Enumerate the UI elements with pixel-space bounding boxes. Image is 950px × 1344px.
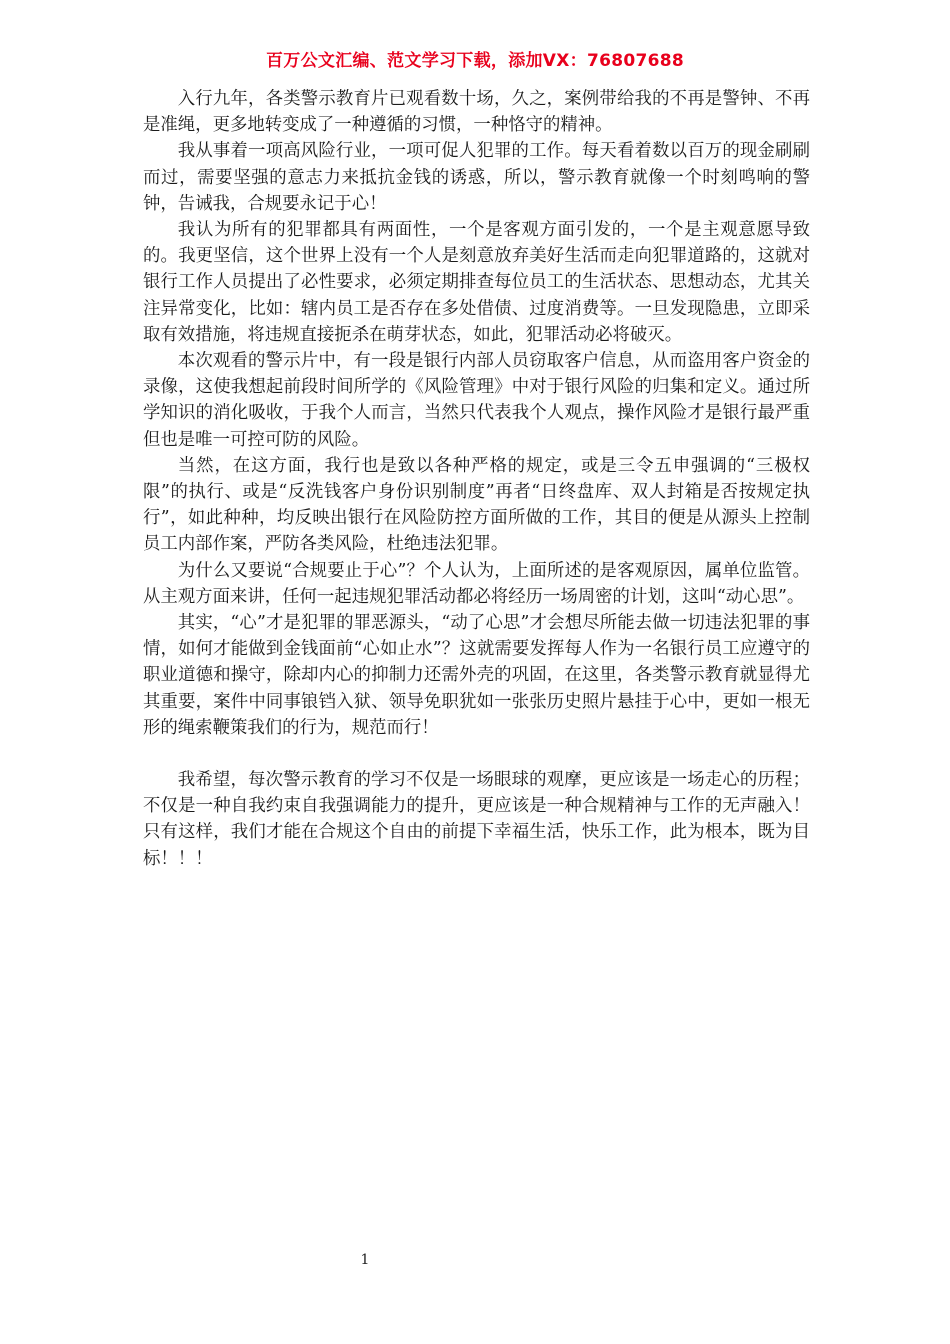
paragraph: 其实，“心”才是犯罪的罪恶源头，“动了心思”才会想尽所能去做一切违法犯罪的事情，如何才能做到金钱面前“心如止水”？这就需要发挥每人作为一名银行员工应遵守的职业道德和操守，除却内心的抑制力还需外壳的巩固，在这里，各类警示教育就显得尤其重要，案件中同事锒铛入狱、领导免职犹如一张张历史照片悬挂于心中，更如一根无形的绳索鞭策我们的行为，规范而行！ [143, 613, 810, 738]
paragraph: 入行九年，各类警示教育片已观看数十场，久之，案例带给我的不再是警钟、不再是准绳，更多地转变成了一种遵循的习惯，一种恪守的精神。 [143, 89, 810, 136]
header-banner: 百万公文汇编、范文学习下载，添加VX：76807688 [266, 51, 684, 71]
paragraph: 当然，在这方面，我行也是致以各种严格的规定，或是三令五申强调的“三极权限”的执行、或是“反洗钱客户身份识别制度”再者“日终盘库、双人封箱是否按规定执行”，如此种种，均反映出银行在风险防控方面所做的工作，其目的便是从源头上控制员工内部作案，严防各类风险，杜绝违法犯罪。 [143, 455, 810, 555]
paragraph: 我希望，每次警示教育的学习不仅是一场眼球的观摩，更应该是一场走心的历程；不仅是一种自我约束自我强调能力的提升，更应该是一种合规精神与工作的无声融入！只有这样，我们才能在合规这个自由的前提下幸福生活，快乐工作，此为根本，既为目标！！！ [143, 770, 810, 869]
paragraph: 我从事着一项高风险行业，一项可促人犯罪的工作。每天看着数以百万的现金刷刷而过，需要坚强的意志力来抵抗金钱的诱惑，所以，警示教育就像一个时刻鸣响的警钟，告诫我，合规要永记于心！ [143, 141, 810, 214]
paragraph: 本次观看的警示片中，有一段是银行内部人员窃取客户信息，从而盗用客户资金的录像，这使我想起前段时间所学的《风险管理》中对于银行风险的归集和定义。通过所学知识的消化吸收，于我个人而言，当然只代表我个人观点，操作风险才是银行最严重但也是唯一可控可防的风险。 [143, 351, 810, 450]
document-body [143, 86, 810, 872]
page-number: 1 [360, 1252, 370, 1268]
paragraph: 我认为所有的犯罪都具有两面性，一个是客观方面引发的，一个是主观意愿导致的。我更坚信，这个世界上没有一个人是刻意放弃美好生活而走向犯罪道路的，这就对银行工作人员提出了必性要求，必须定期排查每位员工的生活状态、思想动态，尤其关注异常变化，比如：辖内员工是否存在多处借债、过度消费等。一旦发现隐患，立即采取有效措施，将违规直接扼杀在萌芽状态，如此，犯罪活动必将破灭。 [143, 220, 810, 345]
paragraph: 为什么又要说“合规要止于心”？个人认为，上面所述的是客观原因，属单位监管。从主观方面来讲，任何一起违规犯罪活动都必将经历一场周密的计划，这叫“动心思”。 [143, 560, 810, 607]
